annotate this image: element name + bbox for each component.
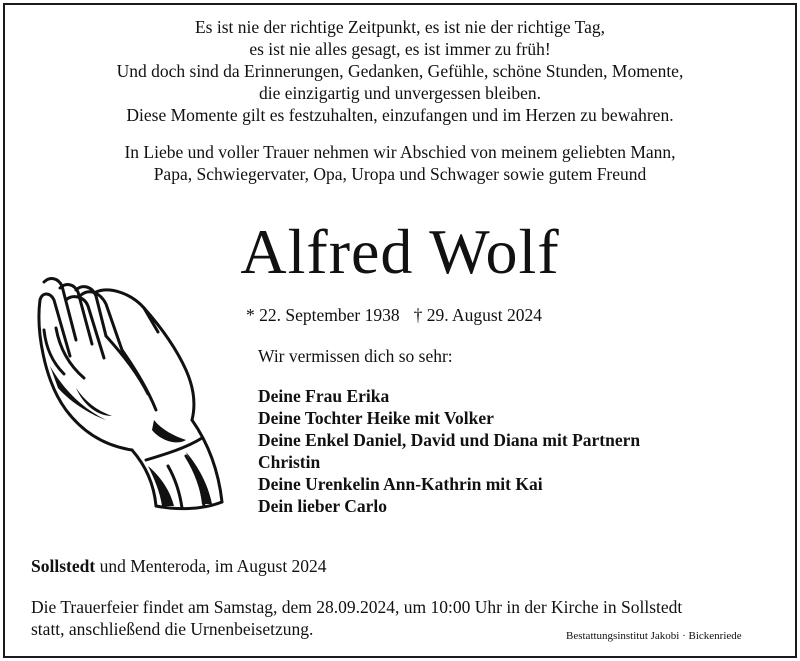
service-line: statt, anschließend die Urnenbeisetzung. [31,619,314,639]
life-dates [246,304,542,326]
poem-line: Diese Momente gilt es festzuhalten, einzufangen und im Herzen zu bewahren. [126,105,674,125]
poem-line: die einzigartig und unvergessen bleiben. [258,83,542,103]
family-member: Dein lieber Carlo [258,496,387,516]
family-list [258,385,640,517]
family-member: Deine Enkel Daniel, David und Diana mit Partnern [258,430,641,450]
place-town: Sollstedt [31,556,96,576]
birth-date: * 22. September 1938 [246,305,400,325]
death-date: † 29. August 2024 [413,305,542,325]
praying-hands-icon [36,270,228,516]
poem-line: es ist nie alles gesagt, es ist immer zu früh! [249,39,551,59]
place-rest: und Menteroda, im August 2024 [95,556,327,576]
family-member: Christin [258,452,321,472]
deceased-name: Alfred Wolf [240,216,560,287]
poem [0,16,800,126]
place-date [31,555,327,577]
service-line: Die Trauerfeier findet am Samstag, dem 28.09.2024, um 10:00 Uhr in der Kirche in Sollstedt [31,597,683,617]
poem-line: Es ist nie der richtige Zeitpunkt, es ist nie der richtige Tag, [194,17,606,37]
poem-line: Und doch sind da Erinnerungen, Gedanken, Gefühle, schöne Stunden, Momente, [116,61,684,81]
family-member: Deine Frau Erika [258,386,390,406]
family-member: Deine Urenkelin Ann-Kathrin mit Kai [258,474,543,494]
family-member: Deine Tochter Heike mit Volker [258,408,494,428]
intro-line: In Liebe und voller Trauer nehmen wir Abschied von meinem geliebten Mann, [124,142,676,162]
intro-line: Papa, Schwiegervater, Opa, Uropa und Schwager sowie gutem Freund [153,164,647,184]
intro-text [0,141,800,185]
undertaker: Bestattungsinstitut Jakobi · Bickenriede [566,630,742,642]
miss-line: Wir vermissen dich so sehr: [258,346,453,366]
